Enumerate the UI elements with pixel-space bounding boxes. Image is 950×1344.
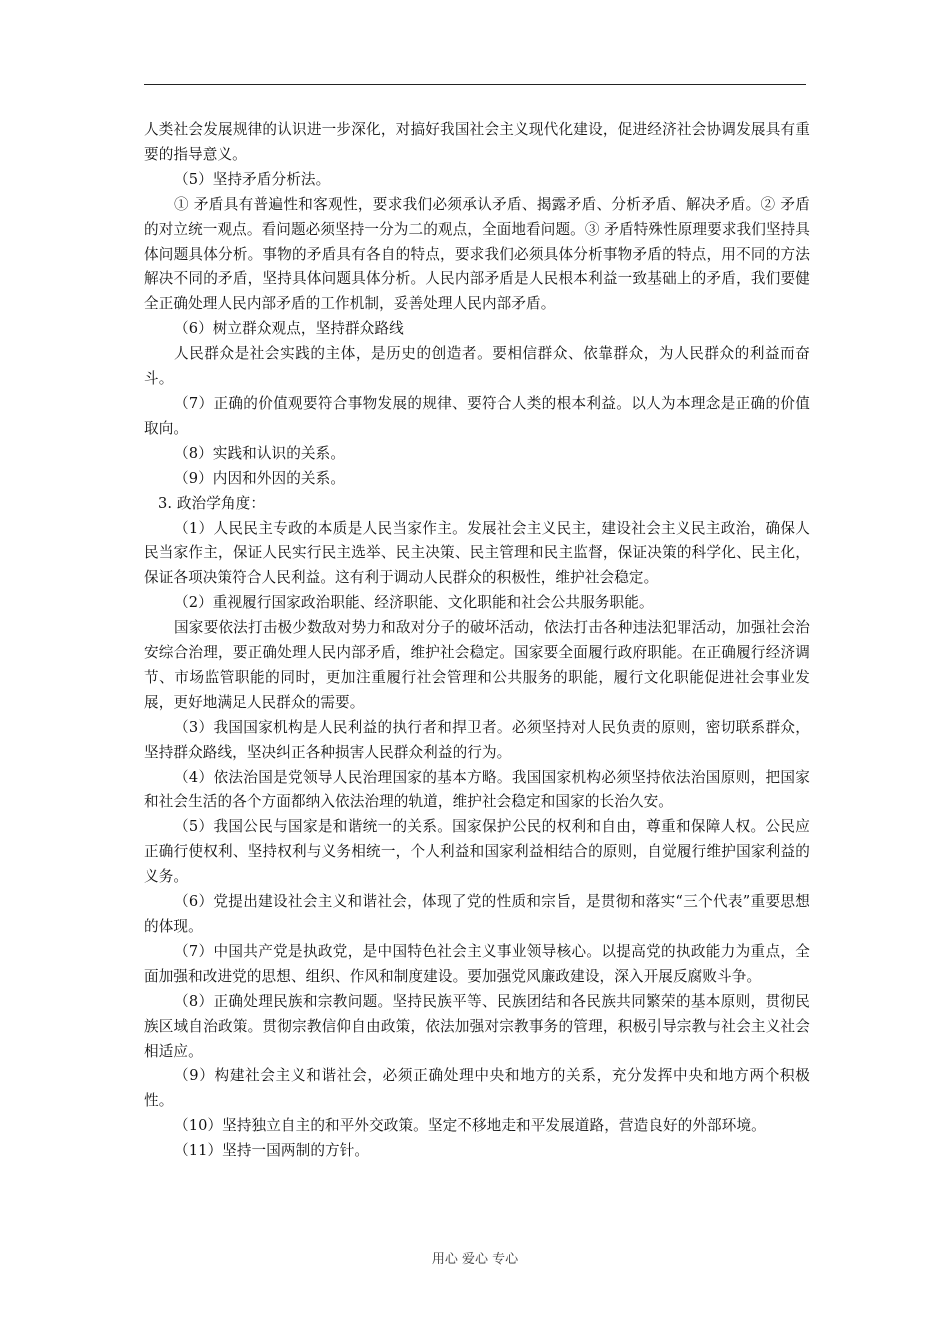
paragraph: （3）我国国家机构是人民利益的执行者和捍卫者。必须坚持对人民负责的原则，密切联系群众，坚持群众路线，坚决纠正各种损害人民群众利益的行为。: [144, 718, 810, 761]
page-footer: 用心 爱心 专心: [431, 1252, 519, 1267]
paragraph: （7）中国共产党是执政党，是中国特色社会主义事业领导核心。以提高党的执政能力为重点，全面加强和改进党的思想、组织、作风和制度建设。要加强党风廉政建设，深入开展反腐败斗争。: [144, 942, 810, 985]
paragraph: （11）坚持一国两制的方针。: [174, 1142, 370, 1160]
paragraph: （4）依法治国是党领导人民治理国家的基本方略。我国国家机构必须坚持依法治国原则，把国家和社会生活的各个方面都纳入依法治理的轨道，维护社会稳定和国家的长治久安。: [144, 768, 810, 811]
paragraph: （5）我国公民与国家是和谐统一的关系。国家保护公民的权利和自由，尊重和保障人权。公民应正确行使权利、坚持权利与义务相统一，个人利益和国家利益相结合的原则，自觉履行维护国家利益的义务。: [144, 818, 810, 886]
paragraph: （7）正确的价值观要符合事物发展的规律、要符合人类的根本利益。以人为本理念是正确的价值取向。: [144, 394, 810, 437]
paragraph: 人民群众是社会实践的主体，是历史的创造者。要相信群众、依靠群众，为人民群众的利益而奋斗。: [144, 345, 810, 388]
paragraph: ① 矛盾具有普遍性和客观性，要求我们必须承认矛盾、揭露矛盾、分析矛盾、解决矛盾。② 矛盾的对立统一观点。看问题必须坚持一分为二的观点，全面地看问题。③ 矛盾特殊性原理要求我们坚持具体问题具体分析。事物的矛盾具有各自的特点，要求我们必须具体分析事物矛盾的特点，用不同的方法解决不同的矛盾，坚持具体问题具体分析。人民内部矛盾是人民根本利益一致基础上的矛盾，我们要健全正确处理人民内部矛盾的工作机制，妥善处理人民内部矛盾。: [144, 195, 810, 313]
paragraph: （9）构建社会主义和谐社会，必须正确处理中央和地方的关系，充分发挥中央和地方两个积极性。: [144, 1067, 810, 1110]
paragraph: （8）正确处理民族和宗教问题。坚持民族平等、民族团结和各民族共同繁荣的基本原则，贯彻民族区域自治政策。贯彻宗教信仰自由政策，依法加强对宗教事务的管理，积极引导宗教与社会主义社会相适应。: [144, 992, 810, 1060]
paragraph: （9）内因和外因的关系。: [174, 469, 346, 487]
paragraph: （6）党提出建设社会主义和谐社会，体现了党的性质和宗旨，是贯彻和落实“三个代表”重要思想的体现。: [144, 893, 810, 935]
section-heading: 3. 政治学角度：: [158, 494, 266, 512]
paragraph: （8）实践和认识的关系。: [174, 444, 346, 462]
paragraph: 人类社会发展规律的认识进一步深化，对搞好我国社会主义现代化建设，促进经济社会协调发展具有重要的指导意义。: [144, 121, 810, 163]
document-body: [144, 118, 810, 1164]
paragraph: （2）重视履行国家政治职能、经济职能、文化职能和社会公共服务职能。: [174, 594, 654, 612]
paragraph: （1）人民民主专政的本质是人民当家作主。发展社会主义民主，建设社会主义民主政治，确保人民当家作主，保证人民实行民主选举、民主决策、民主管理和民主监督，保证决策的科学化、民主化，保证各项决策符合人民利益。这有利于调动人民群众的积极性，维护社会稳定。: [144, 519, 810, 587]
paragraph: （10）坚持独立自主的和平外交政策。坚定不移地走和平发展道路，营造良好的外部环境。: [174, 1117, 766, 1135]
paragraph: 国家要依法打击极少数敌对势力和敌对分子的破坏活动，依法打击各种违法犯罪活动，加强社会治安综合治理，要正确处理人民内部矛盾，维护社会稳定。国家要全面履行政府职能。在正确履行经济调节、市场监管职能的同时，更加注重履行社会管理和公共服务的职能，履行文化职能促进社会事业发展，更好地满足人民群众的需要。: [144, 619, 810, 711]
paragraph: （5）坚持矛盾分析法。: [174, 170, 331, 188]
header-rule: [144, 84, 806, 85]
paragraph: （6）树立群众观点，坚持群众路线: [174, 320, 404, 338]
